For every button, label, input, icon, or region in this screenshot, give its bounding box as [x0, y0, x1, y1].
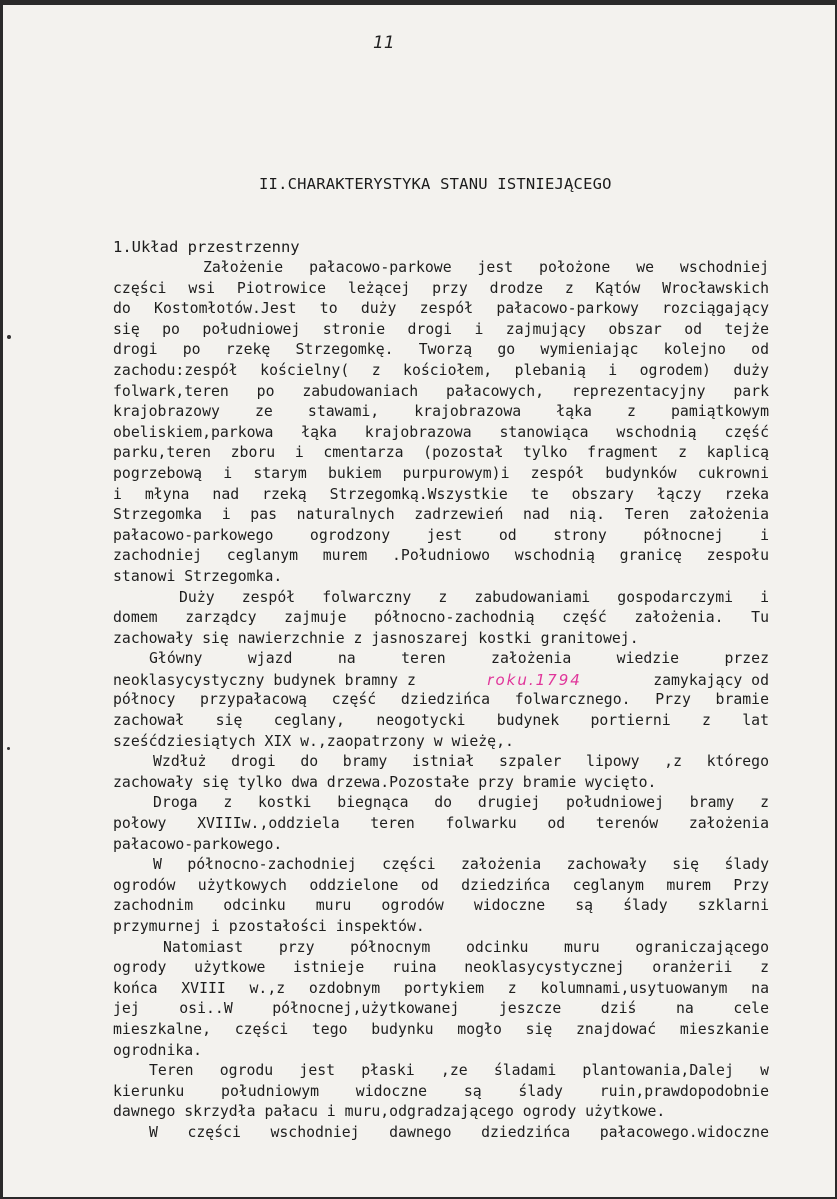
- scan-speck: [7, 335, 11, 339]
- text-line: Główny wjazd na teren założenia wiedzie przez: [149, 650, 769, 668]
- text-line: zachodnim odcinku muru ogrodów widoczne są ślady szklarni: [113, 897, 769, 915]
- text-line: Teren ogrodu jest płaski ,ze śladami plantowania,Dalej w: [149, 1062, 769, 1080]
- text-line: północy przypałacową część dziedzińca folwarcznego. Przy bramie: [113, 691, 769, 709]
- text-line: Wzdłuż drogi do bramy istniał szpaler lipowy ,z którego: [153, 753, 769, 771]
- text-line: Założenie pałacowo-parkowe jest położone we wschodniej: [203, 259, 769, 276]
- text-line: Droga z kostki biegnąca do drugiej południowej bramy z: [153, 794, 769, 812]
- text-line: obeliskiem,parkowa łąka krajobrazowa stanowiąca wschodnią część: [113, 423, 769, 441]
- text-line: sześćdziesiątych XIX w.,zaopatrzony w wieżę,.: [113, 732, 514, 750]
- text-line: mieszkalne, części tego budynku mogło się znajdować mieszkanie: [113, 1020, 769, 1038]
- text-line: jej osi..W północnej,użytkowanej jeszcze dziś na cele: [113, 1000, 769, 1018]
- text-line: pogrzebową i starym bukiem purpurowym)i zespół budynków cukrowni: [113, 464, 769, 482]
- text-line: zachował się ceglany, neogotycki budynek portierni z lat: [113, 712, 769, 730]
- text-line: dawnego skrzydła pałacu i muru,odgradzającego ogrody użytkowe.: [113, 1103, 666, 1121]
- text-line: parku,teren zboru i cmentarza (pozostał tylko fragment z kaplicą: [113, 444, 769, 462]
- text-line: pałacowo-parkowego ogrodzony jest od strony północnej i: [113, 526, 769, 544]
- text-line: pałacowo-parkowego.: [113, 835, 283, 853]
- text-line: zachodu:zespół kościelny( z kościołem, plebanią i ogrodem) duży: [113, 361, 769, 379]
- text-line: domem zarządcy zajmuje północno-zachodnią część założenia. Tu: [113, 609, 769, 627]
- text-line: ogrody użytkowe istnieje ruina neoklasycystycznej oranżerii z: [113, 959, 769, 977]
- section-heading: 1.Układ przestrzenny: [113, 238, 300, 256]
- text-line: ogrodów użytkowych oddzielone od dziedzińca ceglanym murem Przy: [113, 876, 769, 894]
- text-line: zachodniej ceglanym murem .Południowo wschodnią granicę zespołu: [113, 547, 769, 565]
- text-line: Duży zespół folwarczny z zabudowaniami gospodarczymi i: [179, 588, 769, 606]
- text-line: Strzegomka i pas naturalnych zadrzewień nad nią. Teren założenia: [113, 506, 769, 524]
- text-line: W części wschodniej dawnego dziedzińca pałacowego.widoczne: [149, 1123, 769, 1141]
- text-line: stanowi Strzegomka.: [113, 567, 283, 585]
- body-text: [113, 258, 769, 1144]
- text-line: przymurnej i pzostałości inspektów.: [113, 918, 425, 935]
- text-line: krajobrazowy ze stawami, krajobrazowa łąka z pamiątkowym: [113, 403, 769, 421]
- scan-speck: [7, 747, 10, 750]
- text-line: Natomiast przy północnym odcinku muru ograniczającego: [163, 938, 769, 956]
- text-line: połowy XVIIIw.,oddziela teren folwarku od terenów założenia: [113, 815, 769, 833]
- text-line: do Kostomłotów.Jest to duży zespół pałacowo-parkowy rozciągający: [113, 300, 769, 318]
- text-line: kierunku południowym widoczne są ślady ruin,prawdopodobnie: [113, 1082, 769, 1100]
- text-fragment: zamykający od: [653, 671, 769, 689]
- text-line: się po południowej stronie drogi i zajmujący obszar od tejże: [113, 320, 769, 338]
- text-line: ogrodnika.: [113, 1041, 203, 1059]
- text-line: części wsi Piotrowice leżącej przy drodze z Kątów Wrocławskich: [113, 279, 769, 297]
- text-line: końca XVIII w.,z ozdobnym portykiem z kolumnami,usytuowanym na: [113, 979, 769, 997]
- chapter-title: II.CHARAKTERYSTYKA STANU ISTNIEJĄCEGO: [259, 175, 612, 193]
- text-line-with-note: [113, 670, 769, 691]
- document-page: [3, 5, 835, 1197]
- text-fragment: neoklasycystyczny budynek bramny z: [113, 671, 416, 689]
- text-line: i młyna nad rzeką Strzegomką.Wszystkie te obszary łączy rzeka: [113, 485, 769, 503]
- text-line: W północno-zachodniej części założenia zachowały się ślady: [153, 856, 769, 874]
- text-line: folwark,teren po zabudowaniach pałacowych, reprezentacyjny park: [113, 382, 769, 400]
- text-line: zachowały się tylko dwa drzewa.Pozostałe przy bramie wycięto.: [113, 773, 657, 791]
- text-line: zachowały się nawierzchnie z jasnoszarej kostki granitowej.: [113, 629, 639, 647]
- page-number: 11: [373, 33, 395, 53]
- text-line: drogi po rzekę Strzegomkę. Tworzą go wymieniając kolejno od: [113, 341, 769, 359]
- handwritten-annotation: roku.1794: [487, 670, 582, 689]
